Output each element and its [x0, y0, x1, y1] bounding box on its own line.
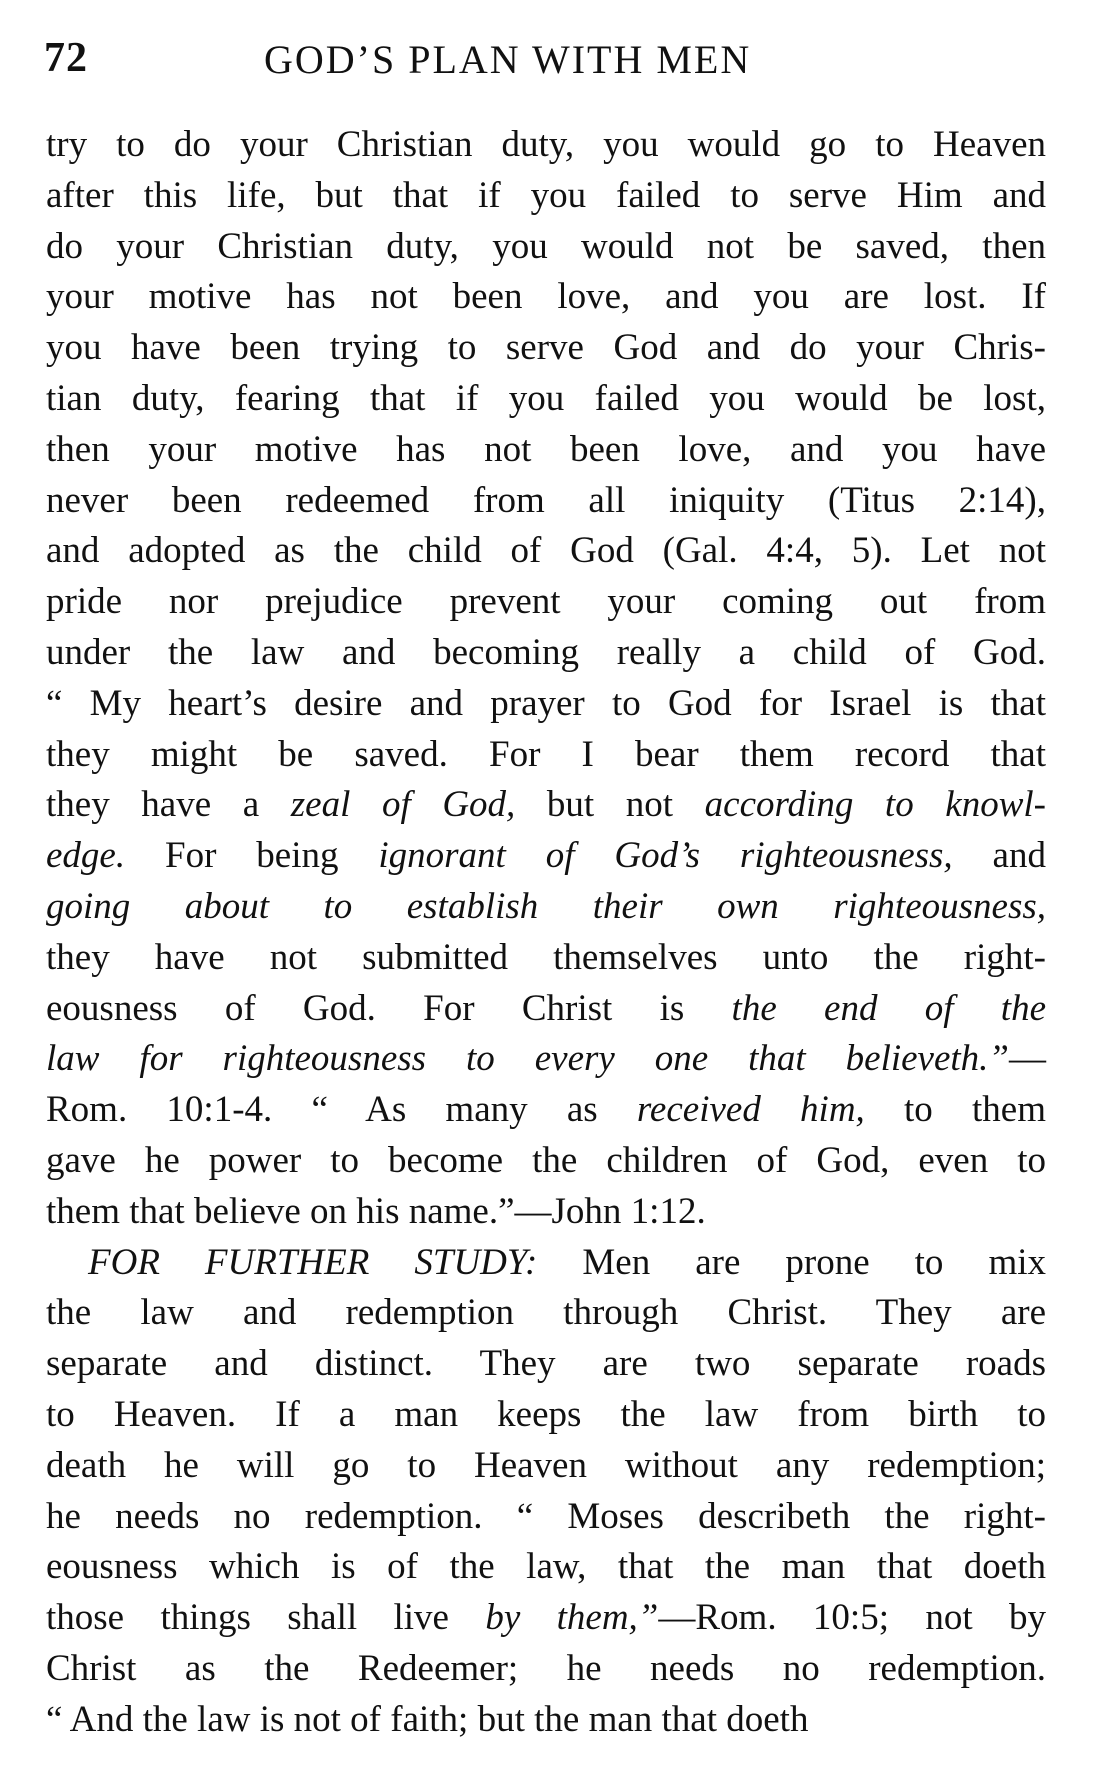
text-segment: they might be saved. For I bear them record that	[46, 733, 1046, 775]
text-line	[46, 1390, 1046, 1441]
text-segment: never been redeemed from all iniquity (Titus 2:14),	[46, 479, 1046, 521]
text-segment: to Heaven. If a man keeps the law from birth to	[46, 1393, 1046, 1435]
text-segment: they have a	[46, 784, 291, 826]
text-segment: try to do your Christian duty, you would go to Heaven	[46, 124, 1046, 165]
text-line	[46, 577, 1046, 628]
text-segment: eousness of God. For Christ is	[46, 987, 732, 1029]
text-line	[46, 1238, 1046, 1289]
text-line	[46, 984, 1046, 1035]
italic-text: by them,”	[485, 1597, 659, 1639]
text-segment: then your motive has not been love, and you have	[46, 428, 1046, 470]
text-segment: you have been trying to serve God and do your Chris-	[46, 327, 1046, 369]
italic-text: the end of the	[731, 987, 1046, 1029]
text-line	[46, 1187, 1046, 1238]
italic-text: FOR FURTHER STUDY:	[88, 1241, 538, 1283]
text-segment: after this life, but that if you failed to serve Him and	[46, 174, 1046, 216]
text-segment: —	[1009, 1038, 1046, 1080]
text-line	[46, 425, 1046, 476]
text-line	[46, 933, 1046, 984]
text-segment: they have not submitted themselves unto the right-	[46, 936, 1046, 978]
text-line	[46, 1593, 1046, 1644]
text-segment: “ My heart’s desire and prayer to God for Israel is that	[46, 682, 1046, 724]
text-segment: Rom. 10:1-4. “ As many as	[46, 1089, 637, 1131]
text-segment: “ And the law is not of faith; but the man that doeth	[46, 1698, 809, 1740]
text-line	[46, 374, 1046, 425]
text-line	[46, 476, 1046, 527]
text-line	[46, 1644, 1046, 1695]
italic-text: according to knowl-	[704, 784, 1046, 826]
italic-text: ignorant of God’s righteousness,	[378, 835, 953, 877]
text-line	[46, 526, 1046, 577]
text-line	[46, 628, 1046, 679]
italic-text: law for righteousness to every one that believeth.”	[46, 1038, 1009, 1080]
text-segment: he needs no redemption. “ Moses describeth the right-	[46, 1495, 1046, 1537]
text-line	[46, 1542, 1046, 1593]
text-line	[46, 1034, 1046, 1085]
text-line	[46, 1695, 1046, 1746]
text-line	[46, 272, 1046, 323]
text-line	[46, 1441, 1046, 1492]
text-line	[46, 882, 1046, 933]
text-segment: separate and distinct. They are two separate roads	[46, 1343, 1046, 1385]
text-segment: Christ as the Redeemer; he needs no redemption.	[46, 1647, 1046, 1689]
text-line	[46, 1339, 1046, 1390]
text-segment: do your Christian duty, you would not be saved, then	[46, 225, 1046, 267]
text-segment: and adopted as the child of God (Gal. 4:4, 5). Let not	[46, 530, 1046, 572]
text-segment: those things shall live	[46, 1597, 486, 1639]
text-line	[46, 171, 1046, 222]
text-segment: your motive has not been love, and you are lost. If	[46, 276, 1046, 318]
italic-text: received him,	[636, 1089, 865, 1131]
text-segment: death he will go to Heaven without any redemption;	[46, 1444, 1046, 1486]
text-segment: pride nor prejudice prevent your coming out from	[46, 581, 1046, 623]
text-line	[46, 120, 1046, 171]
text-line	[46, 1492, 1046, 1543]
text-line	[46, 1136, 1046, 1187]
italic-text: edge.	[46, 835, 126, 877]
text-segment: gave he power to become the children of God, even to	[46, 1139, 1046, 1181]
text-segment: For being	[125, 835, 379, 877]
text-segment: Men are prone to mix	[537, 1241, 1047, 1283]
text-line	[46, 1085, 1046, 1136]
running-title: GOD’S PLAN WITH MEN	[264, 37, 752, 82]
italic-text: zeal of God,	[290, 784, 516, 826]
text-line	[46, 831, 1046, 882]
text-segment: but not	[515, 784, 705, 826]
page-number: 72	[44, 35, 88, 81]
text-line	[46, 780, 1046, 831]
running-head	[44, 34, 1044, 94]
text-line	[46, 222, 1046, 273]
body-text	[46, 120, 1046, 1746]
text-segment: the law and redemption through Christ. They are	[46, 1292, 1046, 1334]
text-line	[46, 1288, 1046, 1339]
text-segment: tian duty, fearing that if you failed you would be lost,	[46, 377, 1046, 419]
text-segment: and	[952, 835, 1046, 877]
text-segment: —Rom. 10:5; not by	[658, 1597, 1046, 1639]
text-line	[46, 679, 1046, 730]
text-segment: them that believe on his name.”—John 1:12.	[46, 1190, 706, 1232]
text-segment: eousness which is of the law, that the man that doeth	[46, 1546, 1046, 1588]
text-line	[46, 730, 1046, 781]
italic-text: going about to establish their own righteousness,	[46, 885, 1046, 927]
text-line	[46, 323, 1046, 374]
text-segment: to them	[864, 1089, 1046, 1131]
text-segment: under the law and becoming really a child of God.	[46, 631, 1046, 673]
